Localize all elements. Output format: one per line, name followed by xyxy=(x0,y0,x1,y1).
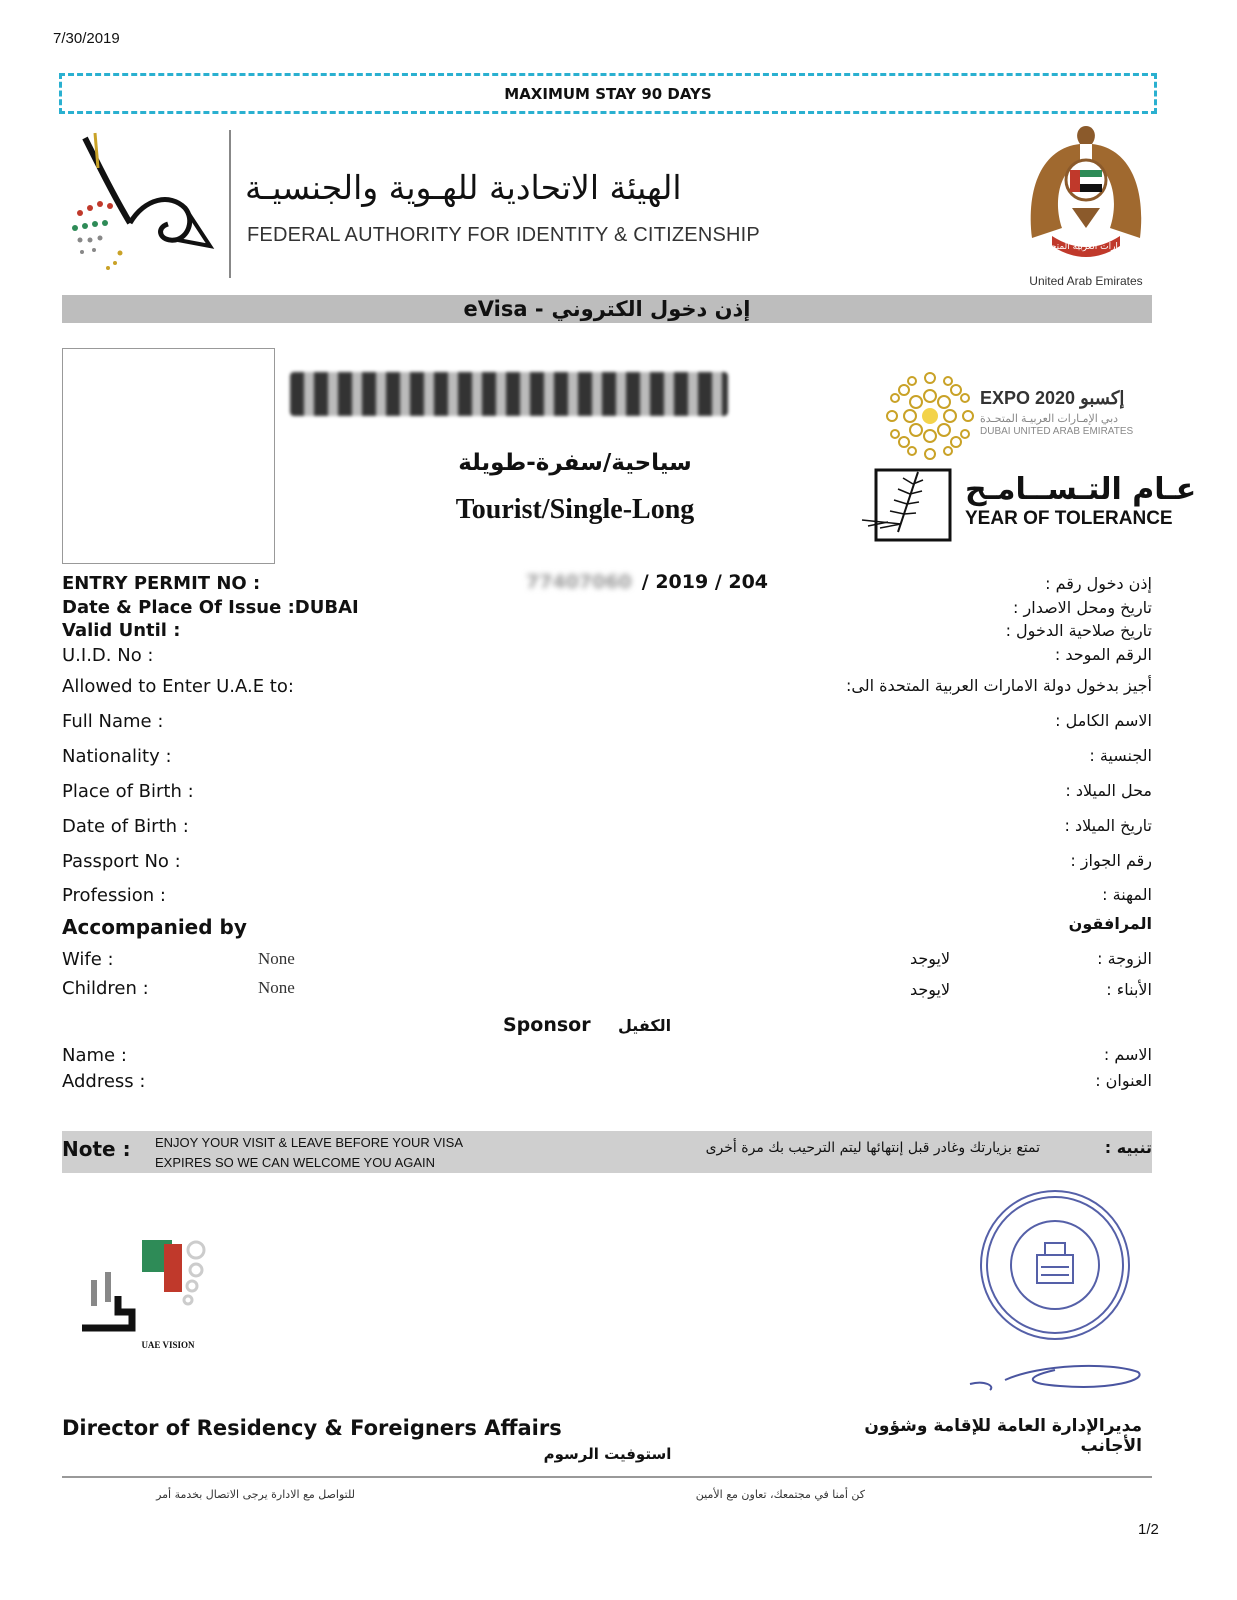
wife-label: Wife : xyxy=(62,949,114,970)
page-number: 1/2 xyxy=(1138,1521,1159,1538)
profession-label: Profession : xyxy=(62,885,166,906)
photo-placeholder xyxy=(62,348,275,564)
note-text-arabic: تمتع بزيارتك وغادر قبل إنتهائها ليتم الترحيب بك مرة أخرى xyxy=(705,1140,1040,1156)
date-of-birth-label-ar: تاريخ الميلاد : xyxy=(1064,816,1152,835)
nationality-label: Nationality : xyxy=(62,746,172,767)
note-line-2: EXPIRES SO WE CAN WELCOME YOU AGAIN xyxy=(155,1155,436,1170)
falcon-logo-icon xyxy=(60,128,220,278)
permit-number-redacted: 77407060 xyxy=(526,571,632,593)
issue-label-ar: تاريخ ومحل الاصدار : xyxy=(1013,598,1152,617)
permit-number-suffix: / 2019 / 204 xyxy=(641,571,769,593)
note-line-1: ENJOY YOUR VISIT & LEAVE BEFORE YOUR VISA xyxy=(155,1135,464,1150)
expo-subtitle-en: DUBAI UNITED ARAB EMIRATES xyxy=(980,426,1134,437)
sponsor-address-label: Address : xyxy=(62,1071,146,1092)
entry-permit-label: ENTRY PERMIT NO : xyxy=(62,573,261,594)
header-divider xyxy=(229,130,231,278)
children-label: Children : xyxy=(62,978,149,999)
print-date: 7/30/2019 xyxy=(53,30,120,47)
sponsor-title: Sponsor xyxy=(503,1014,591,1036)
footer-security-ar: كن أمنا في مجتمعك، تعاون مع الأمين xyxy=(695,1488,865,1501)
authority-name-english: FEDERAL AUTHORITY FOR IDENTITY & CITIZENSHIP xyxy=(247,224,760,246)
children-value-ar: لايوجد xyxy=(910,980,951,999)
expo-title: EXPO 2020 إكسبو xyxy=(980,388,1125,408)
children-label-ar: الأبناء : xyxy=(1106,980,1152,999)
full-name-label-ar: الاسم الكامل : xyxy=(1055,711,1152,730)
wife-value: None xyxy=(258,949,295,968)
date-of-birth-label: Date of Birth : xyxy=(62,816,189,837)
full-name-label: Full Name : xyxy=(62,711,164,732)
place-of-birth-label-ar: محل الميلاد : xyxy=(1065,781,1152,800)
sponsor-title-ar: الكفيل xyxy=(618,1016,672,1035)
uae-vision-logo-icon xyxy=(72,1232,212,1352)
official-stamp-icon xyxy=(975,1185,1135,1345)
sponsor-name-label-ar: الاسم : xyxy=(1103,1045,1152,1064)
evisa-title-bar xyxy=(62,295,1152,323)
wife-label-ar: الزوجة : xyxy=(1097,949,1152,968)
place-of-birth-label: Place of Birth : xyxy=(62,781,194,802)
director-title-en: Director of Residency & Foreigners Affairs xyxy=(62,1416,562,1440)
authority-name-arabic: الهيئة الاتحادية للهـوية والجنسيـة xyxy=(245,168,682,207)
max-stay-banner: MAXIMUM STAY 90 DAYS xyxy=(59,73,1157,114)
passport-label: Passport No : xyxy=(62,851,181,872)
valid-until-label: Valid Until : xyxy=(62,620,181,641)
year-of-tolerance-english: YEAR OF TOLERANCE xyxy=(965,508,1173,529)
footer-contact-ar: للتواصل مع الادارة يرجى الاتصال بخدمة أمر xyxy=(156,1488,355,1501)
expo-subtitle-ar: دبي الإمـارات العربيـة المتحـدة xyxy=(980,413,1119,425)
accompanied-title-ar: المرافقون xyxy=(1068,914,1152,933)
emblem-ribbon: الإمارات العربية المتحدة xyxy=(1041,242,1131,252)
uid-label: U.I.D. No : xyxy=(62,645,154,666)
uae-vision-caption: UAE VISION xyxy=(141,1340,195,1350)
uid-label-ar: الرقم الموحد : xyxy=(1054,645,1152,664)
evisa-title-ar: إذن دخول الكتروني xyxy=(551,297,751,321)
visa-type-english: Tourist/Single-Long xyxy=(455,494,695,525)
footer-divider xyxy=(62,1476,1152,1478)
children-value: None xyxy=(258,978,295,997)
issue-place: DUBAI xyxy=(294,597,359,618)
fees-paid-ar: استوفيت الرسوم xyxy=(543,1445,672,1463)
entry-permit-label-ar: إذن دخول رقم : xyxy=(1045,574,1152,593)
accompanied-title: Accompanied by xyxy=(62,915,247,939)
expo-2020-logo-icon xyxy=(880,366,980,466)
profession-label-ar: المهنة : xyxy=(1102,885,1152,904)
allowed-label: Allowed to Enter U.A.E to: xyxy=(62,676,294,697)
evisa-title-en: eVisa - xyxy=(463,297,544,321)
issue-label: Date & Place Of Issue :DUBAI xyxy=(62,597,359,618)
emblem-caption: United Arab Emirates xyxy=(1029,274,1143,288)
valid-until-label-ar: تاريخ صلاحية الدخول : xyxy=(1005,621,1152,640)
allowed-label-ar: أجيز بدخول دولة الامارات العربية المتحدة الى: xyxy=(846,676,1152,695)
visa-type-arabic: سياحية/سفرة-طويلة xyxy=(458,450,692,476)
note-label: Note : xyxy=(62,1137,131,1161)
sponsor-name-label: Name : xyxy=(62,1045,127,1066)
ghaf-tree-icon xyxy=(858,462,954,544)
redacted-barcode xyxy=(290,372,728,416)
year-of-tolerance-arabic: عـام التـســامـح xyxy=(965,472,1197,507)
nationality-label-ar: الجنسية : xyxy=(1089,746,1152,765)
uae-emblem-icon xyxy=(1022,118,1150,268)
note-label-ar: تنبيه : xyxy=(1104,1138,1152,1157)
director-title-ar: مديرالإدارة العامة للإقامة وشؤون الأجانب xyxy=(864,1416,1142,1456)
note-text-english xyxy=(155,1133,535,1173)
entry-permit-number xyxy=(526,571,768,593)
passport-label-ar: رقم الجواز : xyxy=(1070,851,1152,870)
wife-value-ar: لايوجد xyxy=(910,949,951,968)
signature-icon xyxy=(960,1350,1150,1400)
sponsor-address-label-ar: العنوان : xyxy=(1095,1071,1152,1090)
